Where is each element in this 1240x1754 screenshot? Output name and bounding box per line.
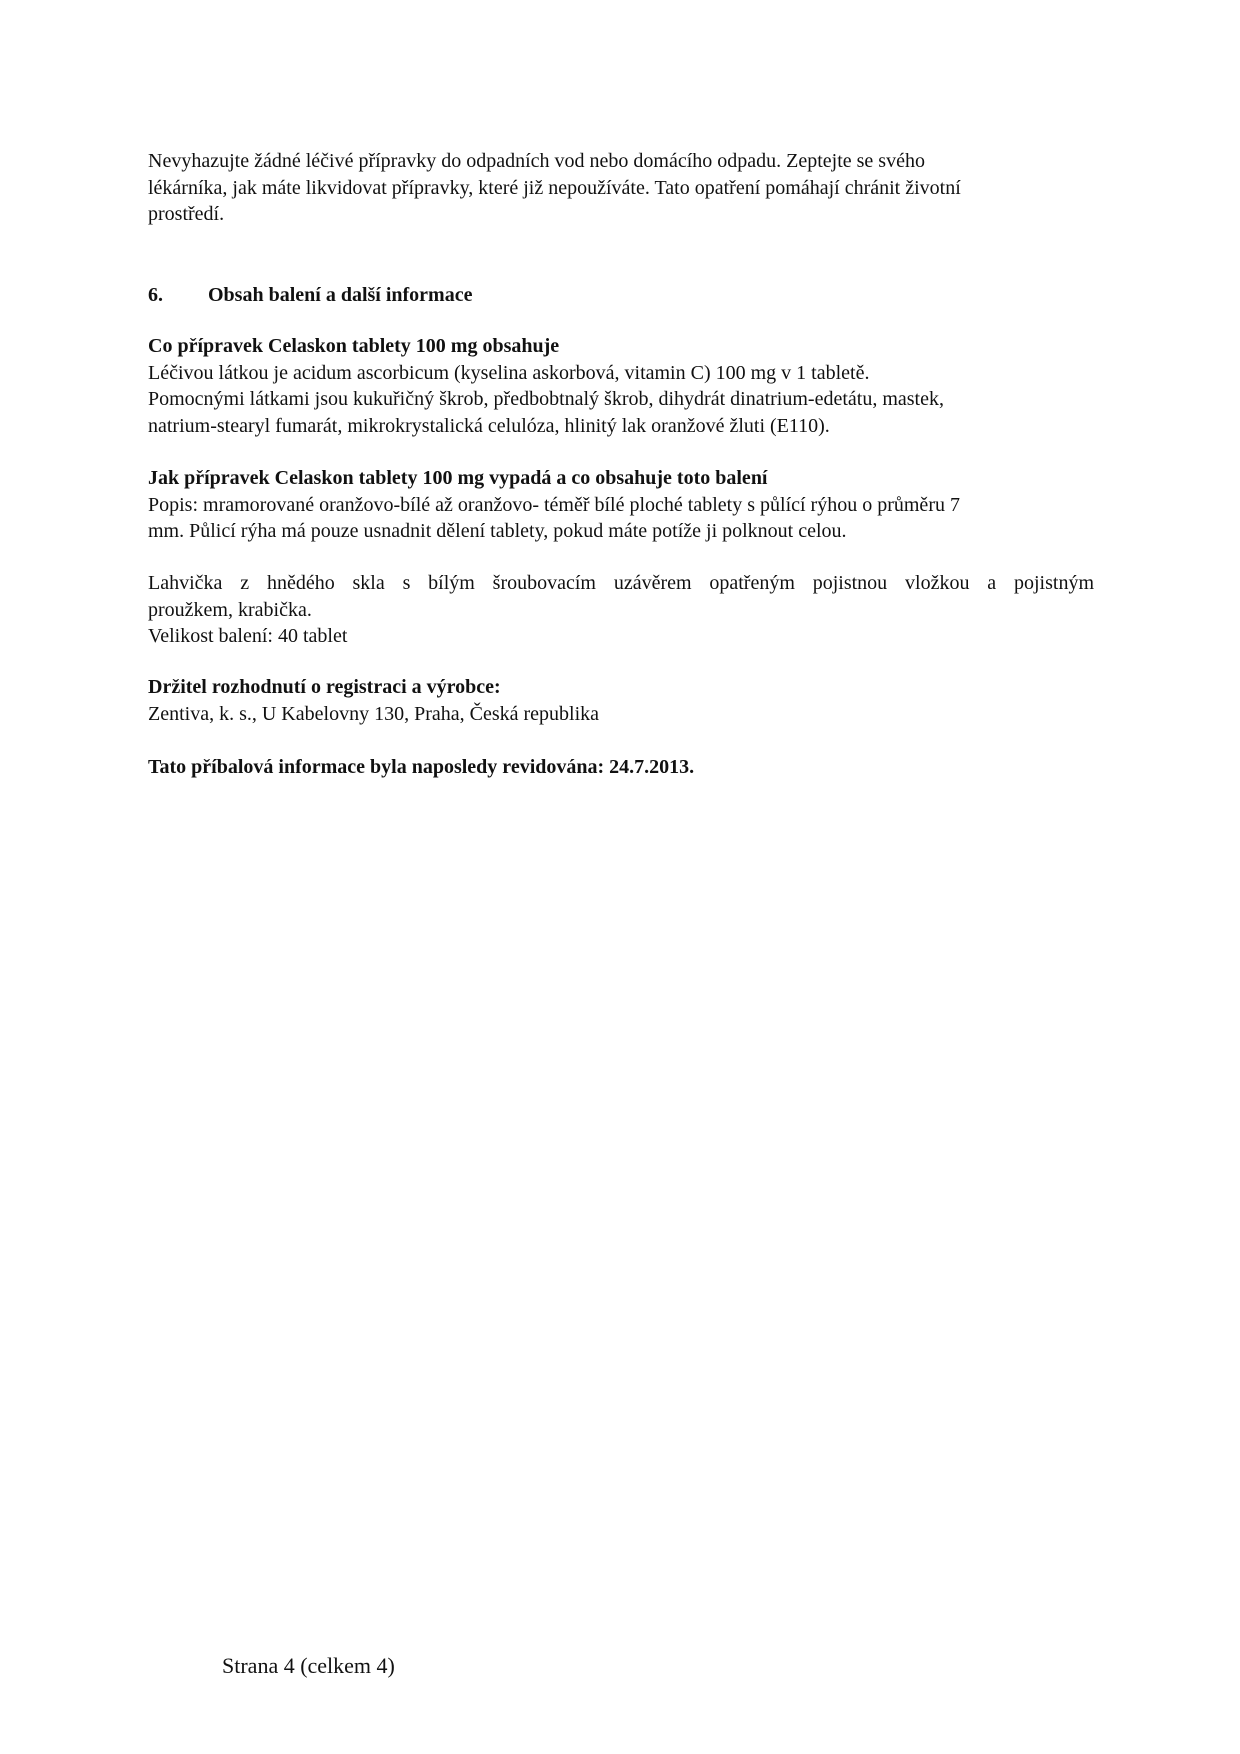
disposal-line-2: lékárníka, jak máte likvidovat přípravky, které již nepoužíváte. Tato opatření pomáhají chránit životní [148,176,961,199]
holder-block [148,674,1094,727]
packaging-block [148,570,1094,650]
revision-text: Tato příbalová informace byla naposledy revidována: 24.7.2013. [148,756,695,778]
appearance-line-1: Popis: mramorované oranžovo-bílé až oranžovo- téměř bílé ploché tablety s půlící rýhou o průměru 7 [148,493,960,516]
contents-line-3: natrium-stearyl fumarát, mikrokrystalická celulóza, hlinitý lak oranžové žluti (E110). [148,414,830,437]
package-size: Velikost balení: 40 tablet [148,625,348,647]
contents-line-1: Léčivou látkou je acidum ascorbicum (kyselina askorbová, vitamin C) 100 mg v 1 tabletě. [148,361,870,384]
holder-address: Zentiva, k. s., U Kabelovny 130, Praha, Česká republika [148,702,600,725]
revision-block [148,754,1094,781]
contents-block [148,333,1094,439]
appearance-line-2: mm. Půlicí rýha má pouze usnadnit dělení tablety, pokud máte potíže ji polknout celou. [148,520,847,542]
appearance-block [148,465,1094,545]
packaging-line-2: proužkem, krabička. [148,598,312,621]
disposal-paragraph [148,148,1094,228]
contents-heading: Co přípravek Celaskon tablety 100 mg obsahuje [148,335,560,357]
contents-line-2: Pomocnými látkami jsou kukuřičný škrob, předbobtnalý škrob, dihydrát dinatrium-edetátu, mastek, [148,388,944,410]
packaging-line-1: Lahvička z hnědého skla s bílým šroubovacím uzávěrem opatřeným pojistnou vložkou a pojistným [148,572,1094,594]
disposal-line-3: prostředí. [148,203,225,225]
holder-heading: Držitel rozhodnutí o registraci a výrobce: [148,676,501,698]
appearance-heading: Jak přípravek Celaskon tablety 100 mg vypadá a co obsahuje toto balení [148,467,768,489]
page-number-footer: Strana 4 (celkem 4) [222,1653,395,1678]
section-title: Obsah balení a další informace [208,284,473,306]
disposal-line-1: Nevyhazujte žádné léčivé přípravky do odpadních vod nebo domácího odpadu. Zeptejte se svého [148,150,925,172]
section-number: 6. [148,284,163,306]
section-heading [148,282,472,308]
